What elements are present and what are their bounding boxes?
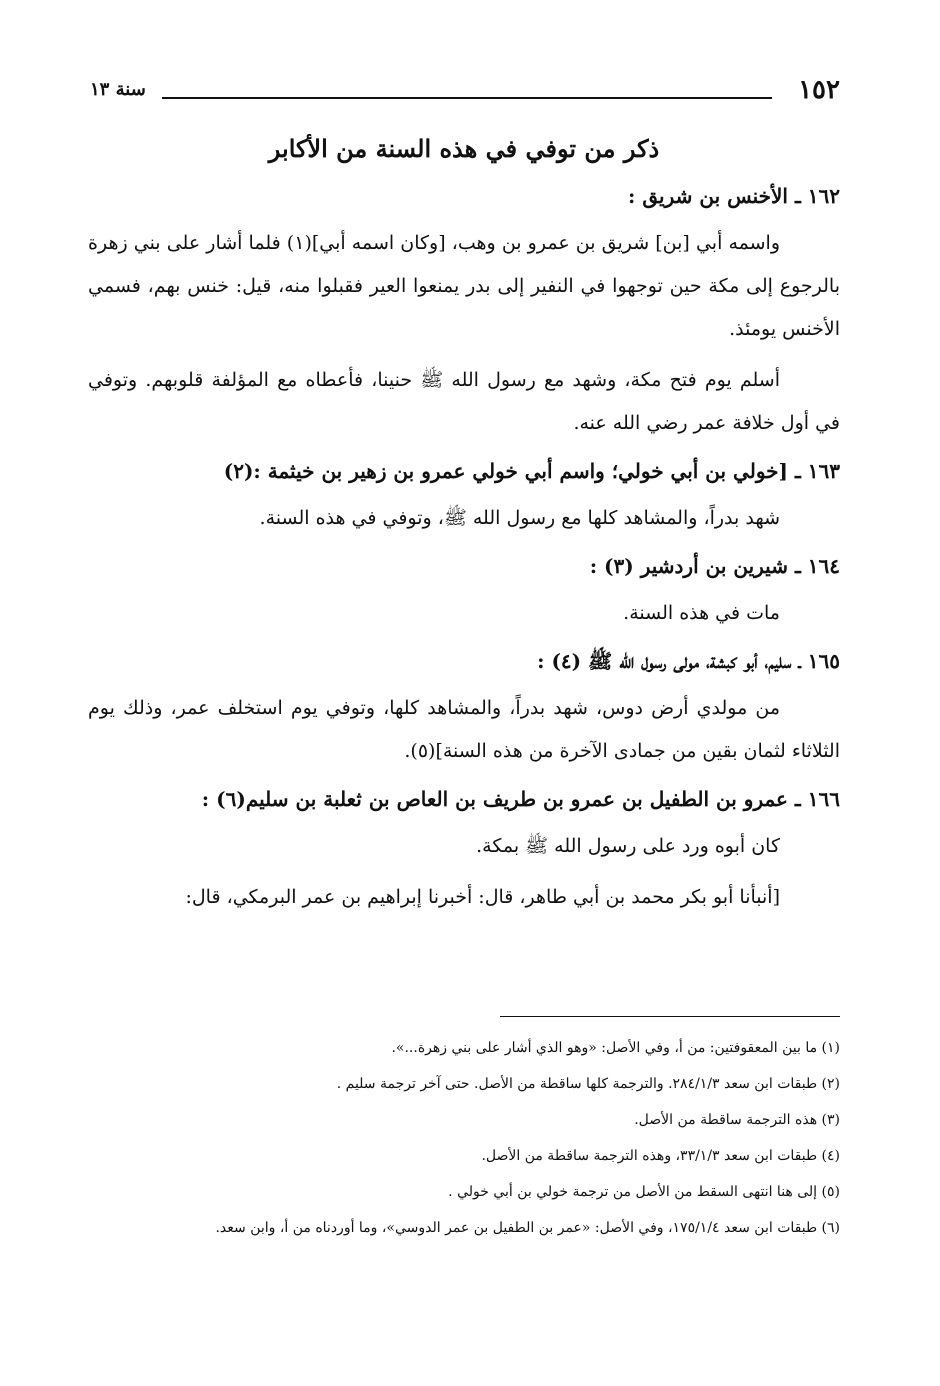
footnotes	[88, 1030, 840, 1246]
entry-paragraph: واسمه أبي [بن] شريق بن عمرو بن وهب، [وكان اسمه أبي](١) فلما أشار على بني زهرة بالرجوع إلى مكة حين توجهوا في النفير إلى بدر يمنعوا العير فقبلوا منه، قيل: خنس بهم، فسمي الأخنس يومئذ.	[88, 232, 840, 340]
entry	[88, 548, 840, 635]
page-number: ١٥٢	[798, 75, 840, 105]
entry-heading: ١٦٥ ـ سليم، أبو كبشة، مولى رسول الله ﷺ (٤) :	[537, 649, 840, 673]
footnote: (٥) إلى هنا انتهى السقط من الأصل من ترجمة خولي بن أبي خولي .	[448, 1184, 840, 1200]
entry-heading: ١٦٢ ـ الأخنس بن شريق :	[628, 184, 840, 208]
header-rule	[162, 97, 772, 99]
entry-paragraph: [أنبأنا أبو بكر محمد بن أبي طاهر، قال: أخبرنا إبراهيم بن عمر البرمكي، قال:	[185, 886, 780, 908]
running-header	[90, 75, 840, 109]
footnote: (٦) طبقات ابن سعد ١٧٥/١/٤، وفي الأصل: «عمر بن الطفيل بن عمر الدوسي»، وما أوردناه من أ، وابن سعد.	[215, 1220, 840, 1236]
entry	[88, 781, 840, 919]
entry	[88, 453, 840, 540]
entry-paragraph: مات في هذه السنة.	[623, 602, 780, 624]
footnote: (٢) طبقات ابن سعد ٢٨٤/١/٣. والترجمة كلها ساقطة من الأصل. حتى آخر ترجمة سليم .	[336, 1076, 840, 1092]
entry	[88, 178, 840, 445]
section-title: ذكر من توفي في هذه السنة من الأكابر	[268, 134, 660, 163]
footnote: (٤) طبقات ابن سعد ٣٣/١/٣، وهذه الترجمة ساقطة من الأصل.	[481, 1148, 840, 1164]
entry-heading: ١٦٤ ـ شيرين بن أردشير (٣) :	[589, 554, 840, 578]
entry	[88, 643, 840, 773]
entry-heading: ١٦٣ ـ [خولي بن أبي خولي؛ واسم أبي خولي عمرو بن زهير بن خيثمة :(٢)	[223, 459, 840, 483]
entry-paragraph: من مولدي أرض دوس، شهد بدراً، والمشاهد كلها، وتوفي يوم استخلف عمر، وذلك يوم الثلاثاء لثمان بقين من جمادى الآخرة من هذه السنة](٥).	[88, 697, 840, 762]
footnote: (١) ما بين المعقوفتين: من أ، وفي الأصل: «وهو الذي أشار على بني زهرة...».	[391, 1040, 840, 1056]
main-text	[88, 128, 840, 927]
entry-paragraph: أسلم يوم فتح مكة، وشهد مع رسول الله ﷺ حنينا، فأعطاه مع المؤلفة قلوبهم. وتوفي في أول خلافة عمر رضي الله عنه.	[88, 369, 840, 434]
footnote: (٣) هذه الترجمة ساقطة من الأصل.	[634, 1112, 840, 1128]
year-label: سنة ١٣	[90, 79, 146, 100]
entry-paragraph: شهد بدراً، والمشاهد كلها مع رسول الله ﷺ، وتوفي في هذه السنة.	[259, 507, 780, 529]
entry-paragraph: كان أبوه ورد على رسول الله ﷺ بمكة.	[476, 835, 780, 857]
entry-heading: ١٦٦ ـ عمرو بن الطفيل بن عمرو بن طريف بن العاص بن ثعلبة بن سليم(٦) :	[201, 787, 840, 811]
footnote-separator	[500, 1016, 840, 1017]
